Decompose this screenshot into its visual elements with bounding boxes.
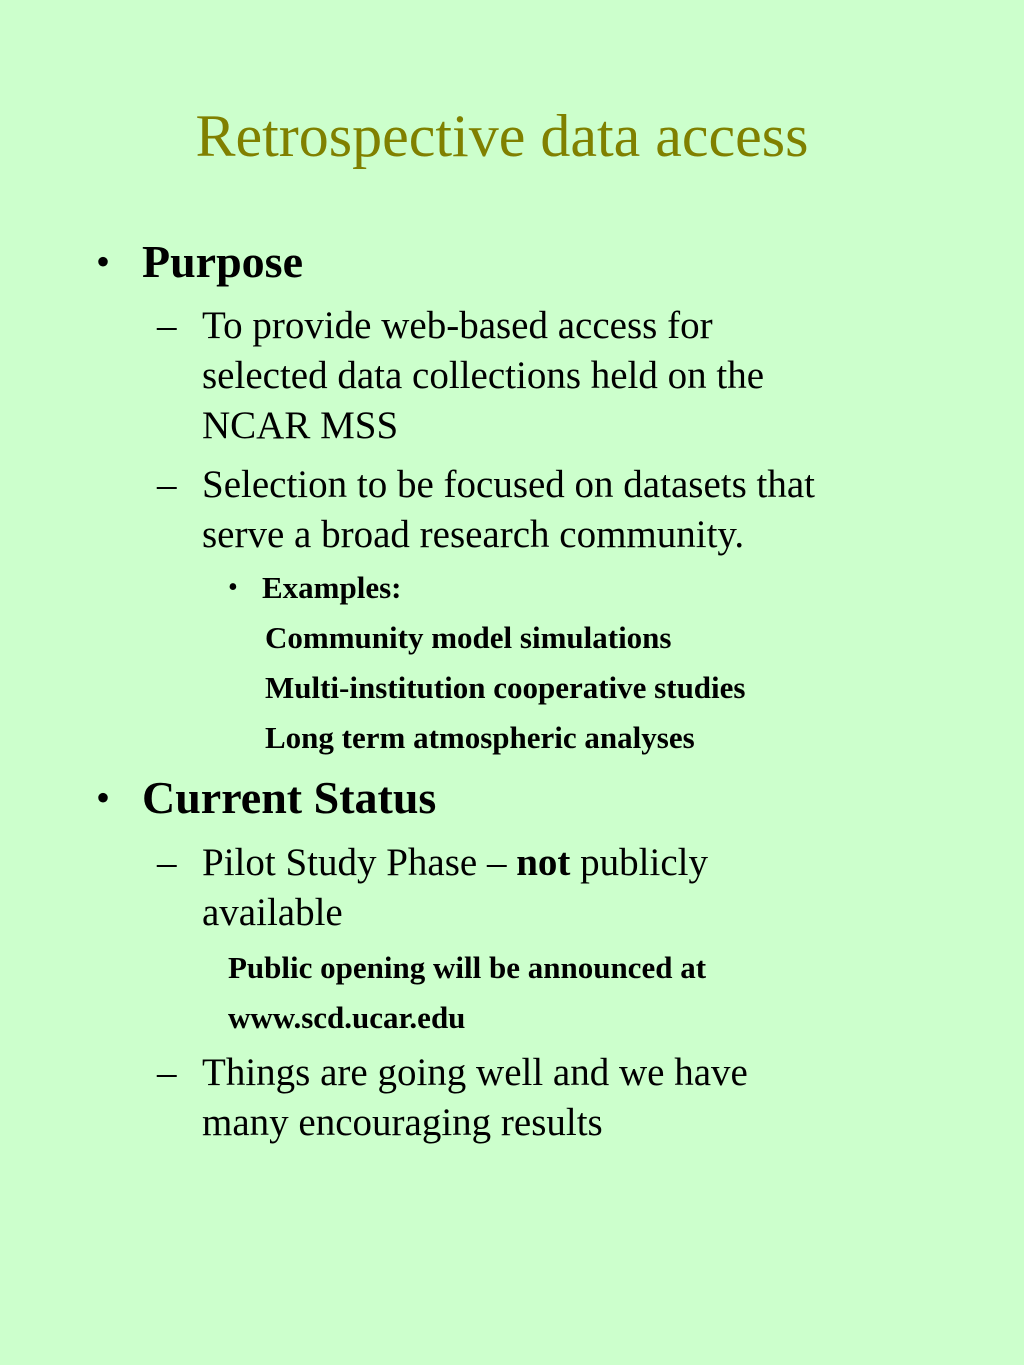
purpose-item-2-line-1: Selection to be focused on datasets that (202, 463, 815, 506)
example-item: Multi-institution cooperative studies (265, 670, 746, 705)
purpose-item-1-line-2: selected data collections held on the (202, 354, 765, 397)
bullet-icon: • (96, 775, 111, 820)
dash-icon: – (157, 463, 177, 506)
bullet-icon: • (228, 572, 238, 603)
bullet-icon: • (96, 239, 111, 284)
purpose-item-1-line-3: NCAR MSS (202, 404, 399, 447)
status-heading: Current Status (142, 772, 437, 823)
purpose-heading: Purpose (142, 236, 303, 287)
dash-icon: – (157, 1051, 177, 1094)
announcement-url: www.scd.ucar.edu (228, 1000, 466, 1035)
pilot-line-1 (202, 838, 708, 888)
progress-line-1: Things are going well and we have (202, 1051, 748, 1094)
announcement-line-1: Public opening will be announced at (228, 950, 707, 985)
example-item: Community model simulations (265, 620, 672, 655)
pilot-suffix: publicly (570, 841, 708, 884)
pilot-prefix: Pilot Study Phase – (202, 841, 517, 884)
slide-title: Retrospective data access (195, 103, 809, 169)
example-item: Long term atmospheric analyses (265, 720, 695, 755)
purpose-item-1-line-1: To provide web-based access for (202, 304, 713, 347)
pilot-line-2: available (202, 891, 343, 934)
progress-line-2: many encouraging results (202, 1101, 603, 1144)
purpose-item-2-line-2: serve a broad research community. (202, 513, 745, 556)
dash-icon: – (157, 841, 177, 884)
examples-heading: Examples: (262, 570, 402, 605)
pilot-emphasis: not (516, 841, 571, 884)
dash-icon: – (157, 304, 177, 347)
